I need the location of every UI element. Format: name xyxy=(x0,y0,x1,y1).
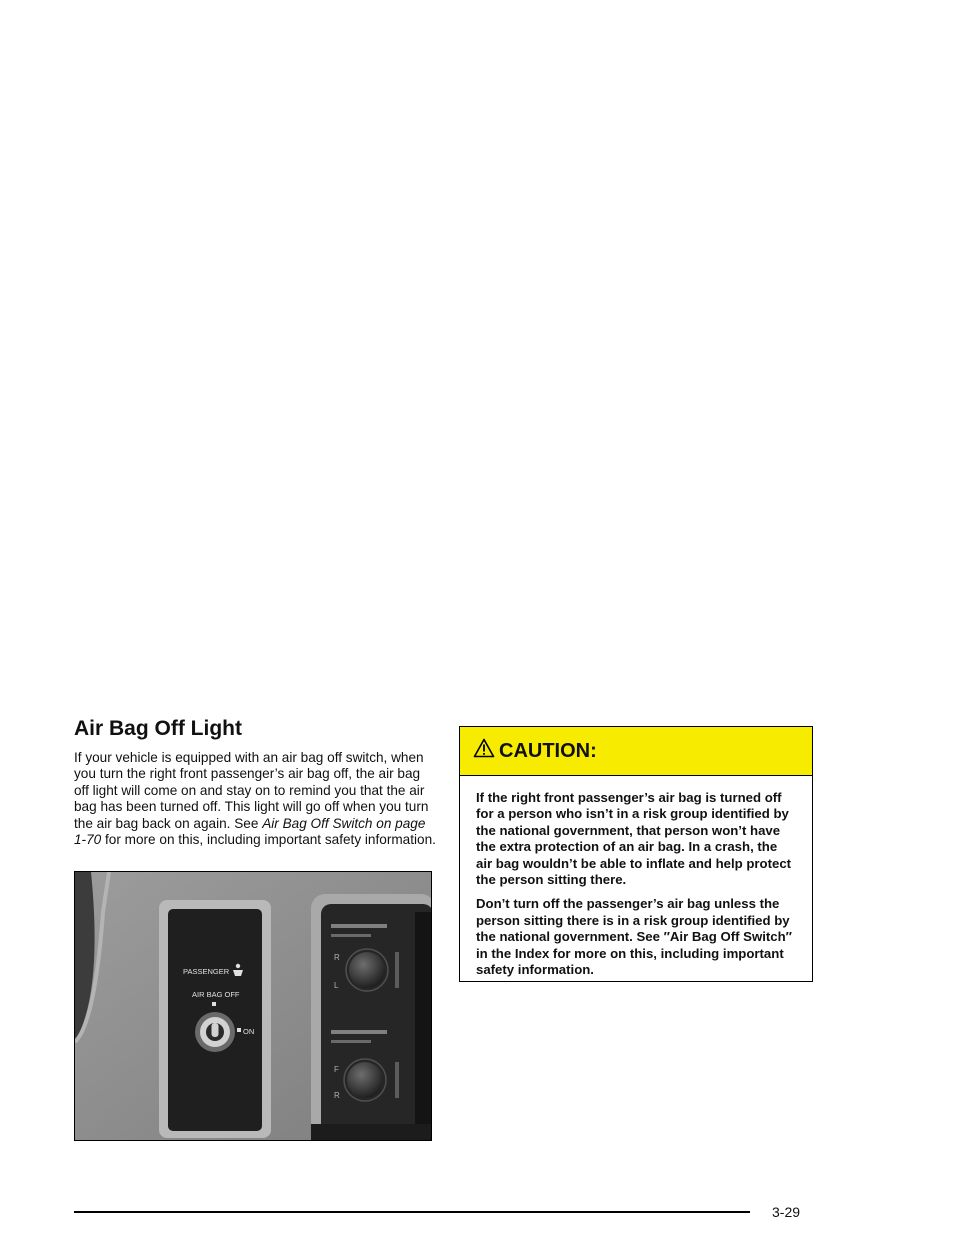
switch-label-passenger: PASSENGER xyxy=(183,967,230,976)
key-slot-icon xyxy=(206,1023,224,1041)
footer-rule xyxy=(74,1211,750,1213)
knob-label-left: L xyxy=(334,981,339,990)
switch-label-on: ON xyxy=(243,1027,255,1036)
cross-reference-link[interactable]: Air Bag Off Switch on page 1-70 xyxy=(74,815,426,848)
caution-heading: CAUTION: xyxy=(499,739,597,762)
dashboard-illustration xyxy=(75,872,431,1140)
section-title: Air Bag Off Light xyxy=(74,717,242,740)
body-text-start: If your vehicle is equipped with an air bag off switch, when you turn the right front passenger’s air bag off, the air bag off light will come on and stay on to remind you that the air bag has been turned off. This light will go off when you turn the air bag back on again. See xyxy=(74,750,429,831)
page-number: 3-29 xyxy=(772,1204,801,1220)
caution-header xyxy=(460,727,812,776)
warning-triangle-icon xyxy=(473,738,495,758)
caution-paragraph: If the right front passenger’s air bag is turned off for a person who isn’t in a risk group identified by the national government, that person won’t have the extra protection of an air bag. In a crash, the air bag wouldn’t be able to inflate and help protect the person sitting there. xyxy=(476,790,792,888)
caution-box xyxy=(459,726,813,982)
body-text-end: for more on this, including important safety information. xyxy=(101,832,436,848)
section-body xyxy=(74,750,436,848)
caution-paragraph: Don’t turn off the passenger’s air bag unless the person sitting there is in a risk group identified by the national government. See ″Air Bag Off Switch″ in the Index for more on this, including important safety information. xyxy=(476,896,792,978)
knob-label-right: R xyxy=(334,953,340,962)
knob-label-front: F xyxy=(334,1065,339,1074)
knob-label-rear: R xyxy=(334,1091,340,1100)
caution-body xyxy=(460,776,812,978)
air-bag-switch-photo xyxy=(74,871,432,1141)
switch-label-air-bag-off: AIR BAG OFF xyxy=(192,990,240,999)
